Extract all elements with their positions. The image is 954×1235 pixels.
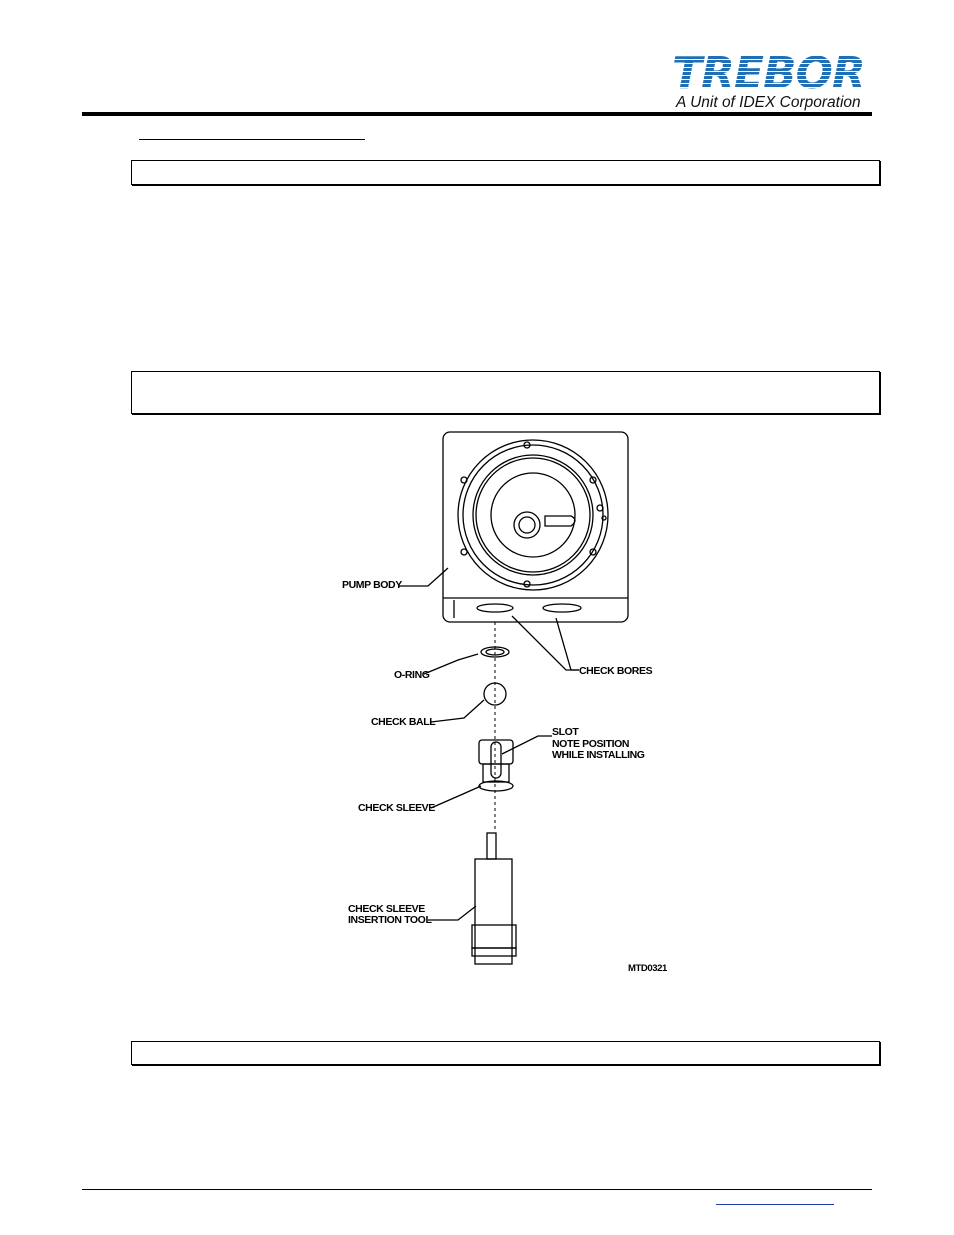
label-tool-line1: CHECK SLEEVE — [348, 903, 425, 915]
label-check-sleeve: CHECK SLEEVE — [358, 802, 435, 814]
exploded-view-figure — [336, 420, 676, 980]
label-o-ring: O-RING — [394, 669, 430, 681]
trebor-logo — [668, 48, 878, 114]
section-heading-underline — [139, 139, 365, 140]
logo-tagline: A Unit of IDEX Corporation — [676, 94, 861, 111]
label-check-ball: CHECK BALL — [371, 716, 436, 728]
label-slot: SLOT — [552, 726, 579, 738]
logo-wordmark: TREBOR — [672, 48, 865, 99]
footer-rule — [82, 1189, 872, 1190]
check-bore-left — [477, 604, 513, 612]
step-box-2 — [131, 371, 880, 414]
check-bore-right — [543, 604, 581, 612]
exploded-view-drawing — [336, 420, 676, 980]
label-slot-note: NOTE POSITION — [552, 738, 630, 750]
label-tool-line2: INSERTION TOOL — [348, 914, 432, 926]
label-check-bores: CHECK BORES — [579, 665, 653, 677]
insertion-tool-shape — [472, 833, 516, 964]
step-box-1 — [131, 160, 880, 185]
header-rule — [82, 112, 872, 116]
step-box-3 — [131, 1041, 880, 1065]
label-drawing-number: MTD0321 — [628, 963, 667, 974]
label-pump-body: PUMP BODY — [342, 579, 402, 591]
label-slot-installing: WHILE INSTALLING — [552, 749, 645, 761]
check-sleeve-shape — [479, 740, 513, 791]
pump-body-outline — [443, 432, 628, 622]
footer-link-underline[interactable] — [716, 1204, 834, 1205]
